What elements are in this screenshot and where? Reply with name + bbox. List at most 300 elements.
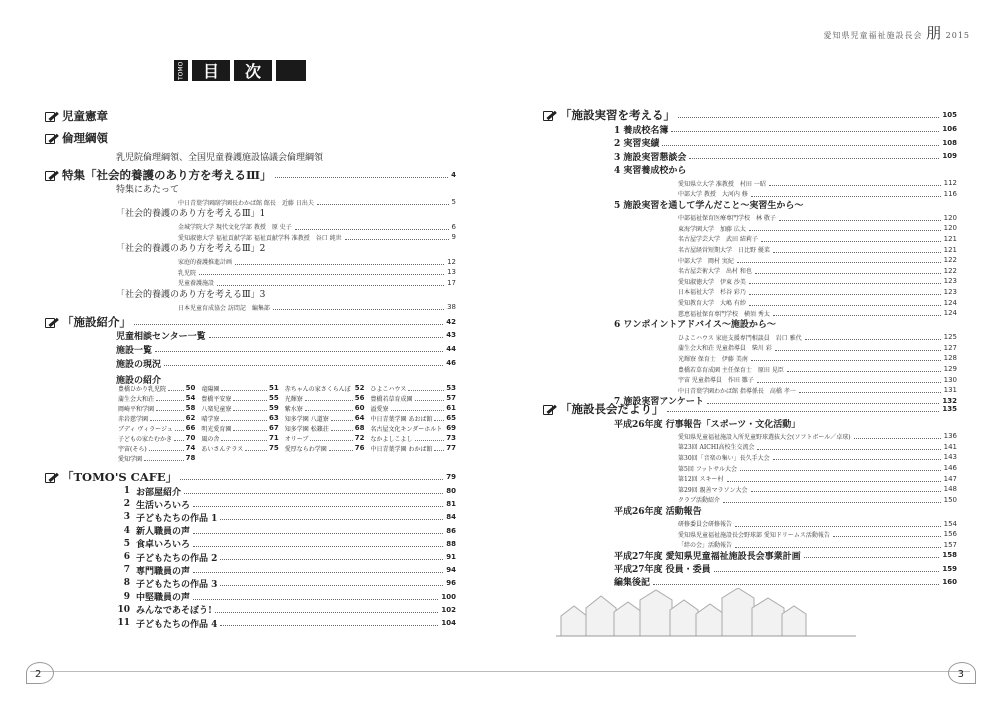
entry-page: 94	[446, 566, 456, 575]
leader-dots	[199, 269, 444, 275]
entry-page: 43	[446, 331, 456, 339]
facility-name: 赤岩慈学園	[118, 415, 149, 423]
facility-entry[interactable]	[285, 413, 365, 423]
facility-entry[interactable]	[371, 393, 456, 403]
entry-title: 愛知教育大学 大嶋 有紗	[678, 300, 746, 307]
leader-dots	[769, 180, 941, 186]
facility-entry[interactable]	[201, 403, 278, 413]
entry-title: 金城学院大学 現代文化学部 教授 原 史子	[178, 224, 292, 231]
jisshu-entry[interactable]	[678, 223, 957, 233]
facility-name: 子どもの家たむかき	[118, 435, 173, 443]
entry-page: 100	[441, 592, 456, 601]
entry-page: 125	[943, 333, 957, 342]
facility-name: 八楽児童寮	[201, 405, 232, 413]
tomo-tag: TOMO	[174, 60, 188, 81]
entry-page: 84	[446, 513, 456, 522]
entry-title: 第12回 スキー村	[678, 476, 724, 484]
facility-entry[interactable]	[118, 423, 195, 433]
section-jido-kensho[interactable]: 児童憲章	[44, 108, 108, 124]
entry-title: 中部大学 岡村 実紀	[678, 257, 734, 265]
pen-icon	[542, 109, 556, 121]
facility-page: 55	[269, 394, 279, 402]
facility-name: 紫水寮	[284, 405, 303, 413]
jisshu-entry[interactable]	[678, 364, 957, 374]
entry-title: 子どもたちの作品 4	[136, 619, 218, 630]
leader-dots	[779, 215, 941, 221]
entry-title: 愛知淑徳大学 福祉貢献学部 福祉貢献学科 准教授 谷口 純世	[178, 234, 342, 242]
facility-entry[interactable]	[118, 403, 195, 413]
jisshu-entry[interactable]	[678, 266, 957, 276]
entry-title: 愛知県児童福祉施設長会野球部 愛知ドリームス活動報告	[678, 531, 830, 539]
entry-number: 3	[123, 512, 130, 523]
entry-title: 特集にあたって	[116, 184, 180, 195]
facility-name: 光輝寮	[284, 395, 303, 403]
entry-title: 2 実習実績	[614, 139, 660, 149]
jisshu-entry[interactable]	[614, 199, 957, 209]
entry-page: 122	[943, 256, 957, 265]
entry-page: 104	[441, 619, 456, 627]
entry-page: 13	[447, 268, 456, 276]
jisshu-entry[interactable]	[678, 213, 957, 223]
facility-entry[interactable]	[118, 443, 195, 453]
cafe-entry[interactable]	[116, 499, 456, 509]
entry-page: 122	[943, 266, 957, 275]
cafe-entry[interactable]	[116, 539, 456, 549]
facility-entry[interactable]	[371, 403, 456, 413]
leader-dots	[755, 268, 941, 274]
entry-page: 102	[441, 605, 456, 614]
entry-page: 156	[943, 530, 957, 539]
pen-icon	[44, 169, 58, 181]
houses-illustration	[556, 588, 856, 638]
shisetsu-entry[interactable]	[116, 330, 456, 340]
facility-page: 56	[354, 394, 365, 402]
entry-number: 2	[123, 499, 130, 510]
facility-page: 68	[354, 424, 365, 432]
entry-page: 120	[943, 224, 957, 233]
leader-dots	[209, 332, 444, 338]
page-number-right: 3	[957, 669, 964, 680]
facility-entry[interactable]	[371, 383, 456, 393]
jisshu-entry[interactable]	[614, 138, 957, 148]
entry-title: 平成26年度 行事報告「スポーツ・文化活動」	[614, 419, 801, 430]
jisshu-entry[interactable]	[678, 287, 957, 297]
entry-number: 10	[117, 604, 130, 615]
special-entry[interactable]	[178, 302, 456, 312]
entry-title: 編集後記	[614, 578, 651, 589]
facility-page: 78	[185, 454, 196, 462]
entry-title: 「絆の会」活動報告	[678, 542, 733, 550]
entry-number: 6	[123, 552, 130, 562]
entry-title: 1 養成校名簿	[614, 125, 669, 136]
entry-title: 専門職員の声	[136, 566, 191, 577]
entry-page: 157	[943, 540, 957, 549]
facility-name: 溢愛寮	[370, 405, 389, 413]
entry-title: 6 ワンポイントアドバイス～施設から～	[614, 320, 776, 331]
entry-title: 施設の現況	[116, 359, 162, 370]
jisshu-entry[interactable]	[678, 255, 957, 265]
entry-page: 132	[942, 396, 957, 405]
entry-title: 5 施設実習を通して学んだこと～実習生から～	[614, 200, 804, 211]
entry-title: 子どもたちの作品 3	[136, 579, 218, 590]
entry-page: 143	[943, 453, 957, 462]
jisshu-entry[interactable]	[678, 298, 957, 308]
chocho-entry[interactable]	[678, 474, 957, 484]
leader-dots	[854, 433, 941, 439]
facility-page: 51	[269, 384, 279, 392]
entry-page: 124	[943, 298, 957, 307]
entry-page: 44	[446, 345, 456, 353]
entry-title: 日本福祉大学 杉谷 彩乃	[678, 289, 746, 297]
shisetsu-entry[interactable]	[116, 344, 456, 354]
entry-title: ひよこハウス 家庭支援専門相談員 岩口 雅代	[678, 334, 802, 342]
leader-dots	[662, 140, 939, 146]
facility-name: 豊橋ひかり乳児院	[118, 385, 167, 393]
entry-number: 1	[123, 486, 130, 496]
leader-dots	[671, 126, 939, 132]
special-entry[interactable]	[116, 208, 456, 218]
leader-dots	[757, 444, 940, 450]
leader-dots	[773, 247, 941, 253]
entry-page: 86	[446, 526, 456, 535]
entry-title: 第23回 AICHI高校生交流会	[678, 444, 755, 452]
section-shisetsu[interactable]: 「施設紹介」 42	[44, 315, 456, 329]
facility-page: 57	[446, 394, 456, 402]
facility-page: 69	[446, 424, 456, 432]
entry-page: 106	[942, 125, 957, 133]
section-tokushu[interactable]: 特集「社会的養護のあり方を考えるⅢ」 4	[44, 168, 456, 182]
section-cafe[interactable]: 「TOMO'S CAFE」 79	[44, 470, 456, 484]
entry-title: 3 施設実習懇談会	[614, 152, 687, 163]
leader-dots	[164, 360, 443, 366]
facility-entry[interactable]	[371, 443, 456, 453]
shisetsu-entry[interactable]	[116, 358, 456, 368]
facility-entry[interactable]	[285, 423, 365, 433]
facility-name: 風の舎	[201, 435, 220, 443]
entry-page: 159	[942, 564, 957, 573]
facility-entry[interactable]	[371, 413, 456, 423]
leader-dots	[804, 552, 940, 558]
title-block	[276, 60, 306, 81]
cafe-entry[interactable]	[116, 592, 456, 602]
facility-page: 74	[185, 444, 196, 452]
special-entry[interactable]	[178, 222, 456, 232]
entry-title: 中日青葉学園副学園長わかば館 館長 近藤 日出夫	[178, 199, 314, 207]
entry-title: 東海学園大学 加藤 広太	[678, 225, 746, 233]
entry-page: 127	[943, 343, 957, 352]
jisshu-entry[interactable]	[678, 178, 957, 188]
facility-entry[interactable]	[118, 433, 195, 443]
entry-page: 38	[447, 303, 456, 311]
leader-dots	[787, 366, 941, 372]
jisshu-entry[interactable]	[678, 353, 957, 363]
facility-name: あいさんテラス	[201, 445, 244, 453]
leader-dots	[714, 566, 940, 572]
facility-name: ブディ ヴィラージュ	[118, 425, 173, 433]
entry-page: 112	[943, 179, 957, 187]
jisshu-entry[interactable]	[614, 151, 957, 161]
leader-dots	[317, 199, 449, 205]
facility-page: 72	[354, 434, 365, 442]
entry-title: 子どもたちの作品 1	[136, 513, 218, 524]
facility-page: 54	[185, 394, 196, 402]
chocho-entry[interactable]	[614, 418, 957, 428]
section-chocho[interactable]: 「施設長会だより」 135	[542, 402, 957, 416]
entry-title: 施設一覧	[116, 345, 153, 356]
leader-dots	[761, 236, 941, 242]
cafe-entry[interactable]	[116, 552, 456, 562]
facility-entry[interactable]	[118, 413, 195, 423]
special-entry[interactable]	[178, 257, 456, 267]
chocho-entry[interactable]	[678, 529, 957, 539]
entry-page: 5	[451, 198, 456, 206]
entry-number: 8	[123, 578, 130, 589]
facility-entry[interactable]	[201, 423, 278, 433]
facility-name: 岡崎平和学園	[118, 405, 155, 413]
jisshu-entry[interactable]	[614, 165, 957, 175]
entry-page: 150	[943, 495, 957, 504]
entry-page: 96	[446, 579, 456, 588]
facility-entry[interactable]	[201, 393, 278, 403]
facility-entry[interactable]	[118, 393, 195, 403]
entry-title: 中日青葉学園わかば館 指導係長 高橋 孝一	[678, 387, 796, 395]
entry-page: 130	[943, 375, 957, 384]
facility-name: オリーブ	[284, 435, 309, 443]
facility-name: 中日青葉学園 わかば館	[370, 445, 433, 453]
entry-page: 160	[942, 577, 957, 586]
facility-entry[interactable]	[118, 453, 195, 463]
entry-title: 生活いろいろ	[136, 500, 191, 511]
facility-page: 64	[354, 414, 365, 422]
facility-page: 62	[185, 414, 196, 422]
chocho-entry[interactable]	[678, 431, 957, 441]
jisshu-entry[interactable]	[678, 245, 957, 255]
chocho-entry[interactable]	[678, 484, 957, 494]
facility-entry[interactable]	[118, 383, 195, 393]
entry-title: 慈恵福祉保育専門学校 横須 秀太	[678, 310, 770, 318]
page-number-left: 2	[35, 669, 42, 680]
special-entry[interactable]	[116, 243, 456, 253]
facility-page: 70	[185, 434, 196, 442]
entry-page: 17	[447, 278, 456, 287]
entry-page: 81	[446, 500, 456, 509]
entry-page: 121	[943, 245, 957, 254]
entry-title: 中堅職員の声	[136, 593, 191, 604]
entry-title: お部屋紹介	[136, 487, 182, 498]
facility-name: なかよしこよし	[370, 435, 413, 443]
leader-dots	[757, 377, 941, 383]
shisetsu-intro: 施設の紹介	[116, 376, 162, 386]
cafe-entry[interactable]	[116, 486, 456, 496]
cafe-entry[interactable]	[116, 578, 456, 588]
entry-page: 88	[446, 539, 456, 548]
facility-name: 名古屋文化キンダーホルト	[370, 425, 443, 433]
leader-dots	[749, 278, 941, 284]
entry-title: 中部福祉保育医療専門学校 林 敬子	[678, 215, 776, 223]
leader-dots	[751, 355, 941, 361]
pen-icon	[44, 316, 58, 328]
entry-page: 123	[943, 287, 957, 296]
jisshu-entry[interactable]	[678, 332, 957, 342]
leader-dots	[740, 465, 941, 471]
leader-dots	[833, 531, 941, 537]
chocho-entry[interactable]	[678, 519, 957, 529]
pen-icon	[44, 110, 58, 122]
jisshu-entry[interactable]	[678, 343, 957, 353]
chocho-entry[interactable]	[614, 577, 957, 587]
facility-entry[interactable]	[201, 413, 278, 423]
entry-title: 宇宙 児童指導員 作田 雛子	[678, 377, 754, 385]
leader-dots	[773, 310, 941, 316]
entry-title: 食卓いろいろ	[136, 540, 191, 551]
jisshu-entry[interactable]	[614, 319, 957, 329]
facility-name: 豊橋平安寮	[201, 395, 232, 403]
entry-page: 108	[942, 138, 957, 147]
pen-icon	[44, 471, 58, 483]
facility-entry[interactable]	[285, 443, 365, 453]
entry-title: 中部大学 教授 大河内 修	[678, 191, 748, 199]
jisshu-entry[interactable]	[678, 375, 957, 385]
chocho-entry[interactable]	[678, 463, 957, 473]
leader-dots	[689, 153, 939, 159]
entry-number: 11	[117, 618, 130, 628]
facility-entry[interactable]	[371, 433, 456, 443]
section-jisshu[interactable]: 「施設実習を考える」 105	[542, 108, 957, 122]
chocho-entry[interactable]	[614, 564, 957, 574]
facility-page: 58	[185, 404, 196, 412]
facility-entry[interactable]	[285, 433, 365, 443]
chocho-entry[interactable]	[614, 550, 957, 560]
right-page	[500, 0, 1000, 706]
facility-name: 宇宙(そら)	[118, 445, 147, 453]
leader-dots	[723, 497, 941, 503]
entry-title: 4 実習養成校から	[614, 166, 687, 176]
facility-entry[interactable]	[201, 433, 278, 443]
entry-title: 愛知県立大学 准教授 村田 一昭	[678, 180, 766, 188]
entry-title: 研修委員会研修報告	[678, 521, 733, 529]
leader-dots	[805, 334, 941, 340]
facility-page: 59	[269, 404, 279, 412]
leader-dots	[799, 387, 941, 393]
facility-name: 中日青葉学園 あおば館	[370, 415, 433, 423]
entry-title: 蒲生会大和荘 児童指導員 柴川 彩	[678, 345, 772, 353]
entry-title: 日本児童育成協会 訪問記 編集部	[178, 304, 270, 312]
facility-name: 愛厚ならわ学園	[284, 445, 327, 453]
facility-name: 赤ちゃんの家さくらんぼ	[284, 385, 351, 393]
entry-title: 愛知淑徳大学 伊東 沙美	[678, 278, 746, 286]
facility-entry[interactable]	[285, 403, 365, 413]
entry-title: 名古屋芸術大学 出村 和也	[678, 268, 752, 276]
entry-title: 新人職員の声	[136, 527, 191, 538]
leader-dots	[751, 191, 941, 197]
entry-page: 46	[446, 359, 456, 367]
facility-page: 53	[446, 384, 456, 392]
entry-title: 「社会的養護のあり方を考えるⅢ」1	[116, 209, 266, 219]
entry-page: 141	[943, 442, 957, 451]
leader-dots	[155, 346, 443, 352]
entry-number: 9	[123, 591, 130, 602]
entry-page: 6	[451, 222, 456, 231]
section-rinri-koryo[interactable]: 倫理綱領	[44, 130, 108, 146]
entry-page: 124	[943, 309, 957, 318]
entry-title: 「社会的養護のあり方を考えるⅢ」3	[116, 289, 266, 300]
cafe-entry[interactable]	[116, 618, 456, 628]
facility-page: 65	[446, 414, 456, 422]
entry-page: 80	[446, 487, 456, 495]
jisshu-entry[interactable]	[678, 234, 957, 244]
entry-title: 平成27年度 愛知県児童福祉施設長会事業計画	[614, 551, 801, 562]
leader-dots	[773, 454, 941, 460]
rinri-note: 乳児院倫理綱領、全国児童養護施設協議会倫理綱領	[116, 153, 324, 163]
cafe-entry[interactable]	[116, 512, 456, 522]
entry-number: 5	[123, 538, 130, 549]
entry-page: 123	[943, 277, 957, 286]
chocho-entry[interactable]	[678, 452, 957, 462]
entry-title: 平成26年度 活動報告	[614, 506, 702, 517]
facility-table	[118, 383, 456, 463]
cafe-entry[interactable]	[116, 565, 456, 575]
jisshu-entry[interactable]	[678, 385, 957, 395]
entry-page: 128	[943, 354, 957, 363]
entry-title: 「社会的養護のあり方を考えるⅢ」2	[116, 244, 266, 254]
facility-page: 75	[269, 444, 279, 452]
special-entry[interactable]	[116, 288, 456, 298]
entry-title: 第30回「音楽の集い」長久手大会	[678, 454, 770, 462]
leader-dots	[235, 259, 444, 265]
entry-number: 7	[123, 565, 130, 576]
facility-name: 愛知学園	[118, 455, 143, 463]
cafe-entry[interactable]	[116, 605, 456, 615]
jisshu-entry[interactable]	[678, 276, 957, 286]
special-entry[interactable]	[116, 183, 456, 193]
entry-title: 第5回 フットサル大会	[678, 465, 738, 473]
entry-page: 109	[942, 152, 957, 160]
entry-page: 148	[943, 485, 957, 494]
facility-page: 67	[269, 424, 279, 432]
facility-page: 50	[185, 384, 196, 392]
jisshu-entry[interactable]	[614, 124, 957, 134]
facility-entry[interactable]	[285, 383, 365, 393]
chocho-entry[interactable]	[678, 495, 957, 505]
entry-page: 121	[943, 234, 957, 243]
facility-entry[interactable]	[201, 443, 278, 453]
footer-rule	[30, 671, 500, 672]
entry-title: 乳児院	[178, 269, 197, 277]
leader-dots	[295, 224, 449, 230]
facility-entry[interactable]	[285, 393, 365, 403]
entry-page: 9	[451, 233, 456, 241]
chocho-entry[interactable]	[614, 505, 957, 515]
cafe-entry[interactable]	[116, 526, 456, 536]
special-entry[interactable]	[178, 267, 456, 277]
entry-page: 136	[943, 432, 957, 441]
entry-page: 129	[943, 365, 957, 373]
pen-icon	[44, 132, 58, 144]
facility-page: 52	[354, 384, 365, 392]
entry-title: 名古屋経営短期大学 日比野 優菜	[678, 247, 770, 254]
leader-dots	[737, 257, 941, 263]
facility-entry[interactable]	[371, 423, 456, 433]
entry-title: 子どもたちの作品 2	[136, 553, 218, 564]
leader-dots	[273, 304, 444, 310]
entry-page: 120	[943, 213, 957, 222]
facility-name: 晴学寮	[201, 415, 220, 423]
entry-page: 91	[446, 553, 456, 561]
facility-name: 竜陽園	[201, 385, 220, 393]
title-char-1: 目	[192, 60, 230, 81]
facility-entry[interactable]	[201, 383, 278, 393]
chocho-entry[interactable]	[678, 442, 957, 452]
